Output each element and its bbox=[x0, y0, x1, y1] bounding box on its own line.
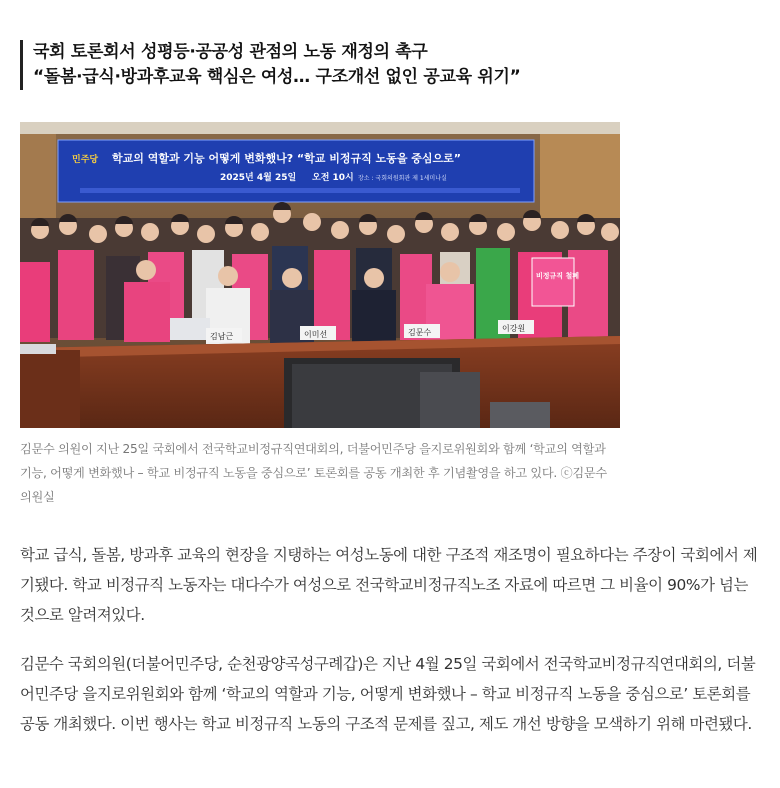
article-subheadline bbox=[20, 40, 733, 90]
nameplate-1: 김남근 bbox=[210, 332, 234, 341]
banner-time: 오전 10시 bbox=[312, 173, 354, 183]
nameplate-4: 이강원 bbox=[502, 324, 526, 333]
banner-place: 장소 : 국회의원회관 제 1세미나실 bbox=[358, 175, 447, 182]
banner-date: 2025년 4월 25일 bbox=[220, 173, 297, 183]
article-paragraph-1: 학교 급식, 돌봄, 방과후 교육의 현장을 지탱하는 여성노동에 대한 구조적 재조명이 필요하다는 주장이 국회에서 제기됐다. 학교 비정규직 노동자는 대다수가 여성으로 전국학교비정규직노조 자료에 따르면 그 비율이 90%가 넘는 것으로 알려져있다. bbox=[20, 546, 758, 624]
banner-party: 민주당 bbox=[72, 155, 99, 165]
article-photo[interactable] bbox=[20, 122, 620, 428]
article-paragraph-2: 김문수 국회의원(더불어민주당, 순천광양곡성구례갑)은 지난 4월 25일 국회에서 전국학교비정규직연대회의, 더불어민주당 을지로위원회와 함께 ‘학교의 역할과 기능, 어떻게 변화했나 – 학교 비정규직 노동을 중심으로’ 토론회를 공동 개최했다. 이번 행사는 학교 비정규직 노동의 구조적 문제를 짚고, 제도 개선 방향을 모색하기 위해 마련됐다. bbox=[20, 655, 756, 733]
photo-caption: 김문수 의원이 지난 25일 국회에서 전국학교비정규직연대회의, 더불어민주당 을지로위원회와 함께 ‘학교의 역할과 기능, 어떻게 변화했나 – 학교 비정규직 노동을 중심으로’ 토론회를 공동 개최한 후 기념촬영을 하고 있다. ⓒ김문수 의원실 bbox=[20, 442, 607, 504]
subheadline-line-1: 국회 토론회서 성평등·공공성 관점의 노동 재정의 촉구 bbox=[33, 42, 428, 62]
nameplate-3: 김문수 bbox=[408, 328, 432, 337]
event-banner bbox=[58, 140, 534, 202]
banner-title: 학교의 역할과 기능 어떻게 변화했나? “학교 비정규직 노동을 중심으로” bbox=[112, 152, 462, 165]
protest-sign: 비정규직 철폐 bbox=[536, 272, 580, 280]
nameplate-2: 이미선 bbox=[304, 330, 328, 339]
subheadline-line-2: “돌봄·급식·방과후교육 핵심은 여성… 구조개선 없인 공교육 위기” bbox=[33, 67, 521, 87]
